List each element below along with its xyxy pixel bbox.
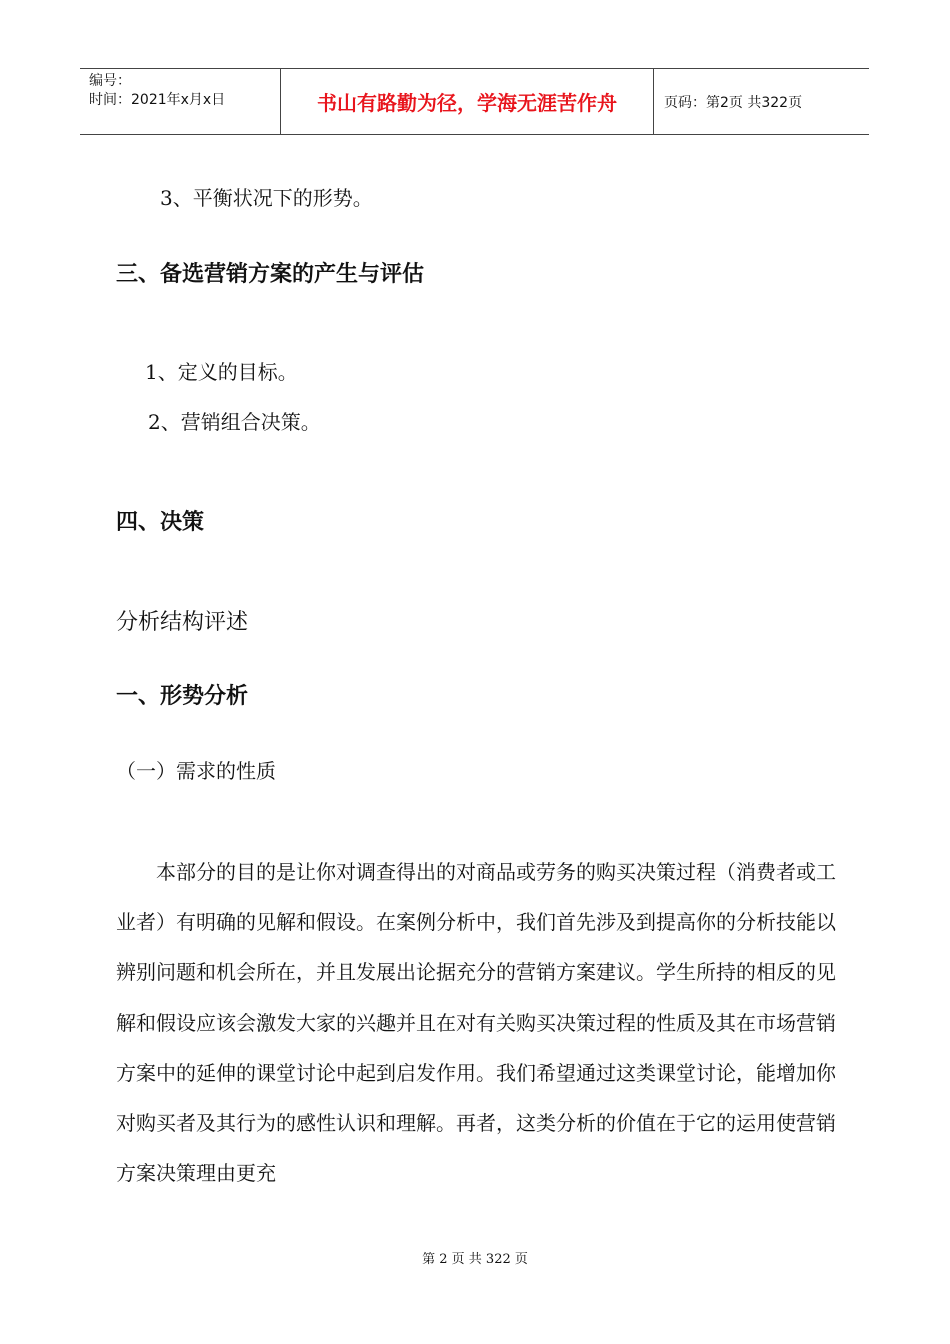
page-footer: 第 2 页 共 322 页 — [422, 1252, 528, 1267]
section-4-heading: 四、决策 — [116, 510, 205, 535]
page-header — [80, 68, 869, 135]
analysis-title: 分析结构评述 — [116, 610, 249, 635]
header-meta — [80, 69, 281, 134]
header-motto: 书山有路勤为径，学海无涯苦作舟 — [281, 69, 654, 134]
list-item-2: 2、营销组合决策。 — [148, 410, 321, 434]
subsection-1-heading: （一）需求的性质 — [116, 759, 276, 783]
section-3-heading: 三、备选营销方案的产生与评估 — [116, 262, 425, 287]
number-label: 编号： — [89, 73, 131, 89]
list-item-1: 1、定义的目标。 — [145, 360, 298, 384]
header-page-info: 页码：第2页 共322页 — [664, 94, 803, 111]
section-1-heading: 一、形势分析 — [116, 684, 249, 709]
body-paragraph: 本部分的目的是让你对调查得出的对商品或劳务的购买决策过程（消费者或工业者）有明确的见解和假设。在案例分析中，我们首先涉及到提高你的分析技能以辨别问题和机会所在，并且发展出论据充分的营销方案建议。学生所持的相反的见解和假设应该会激发大家的兴趣并且在对有关购买决策过程的性质及其在市场营销方案中的延伸的课堂讨论中起到启发作用。我们希望通过这类课堂讨论，能增加你对购买者及其行为的感性认识和理解。再者，这类分析的价值在于它的运用使营销方案决策理由更充 — [116, 860, 836, 1186]
list-item-3: 3、平衡状况下的形势。 — [160, 186, 373, 210]
time-label: 时间：2021年x月x日 — [89, 92, 226, 108]
